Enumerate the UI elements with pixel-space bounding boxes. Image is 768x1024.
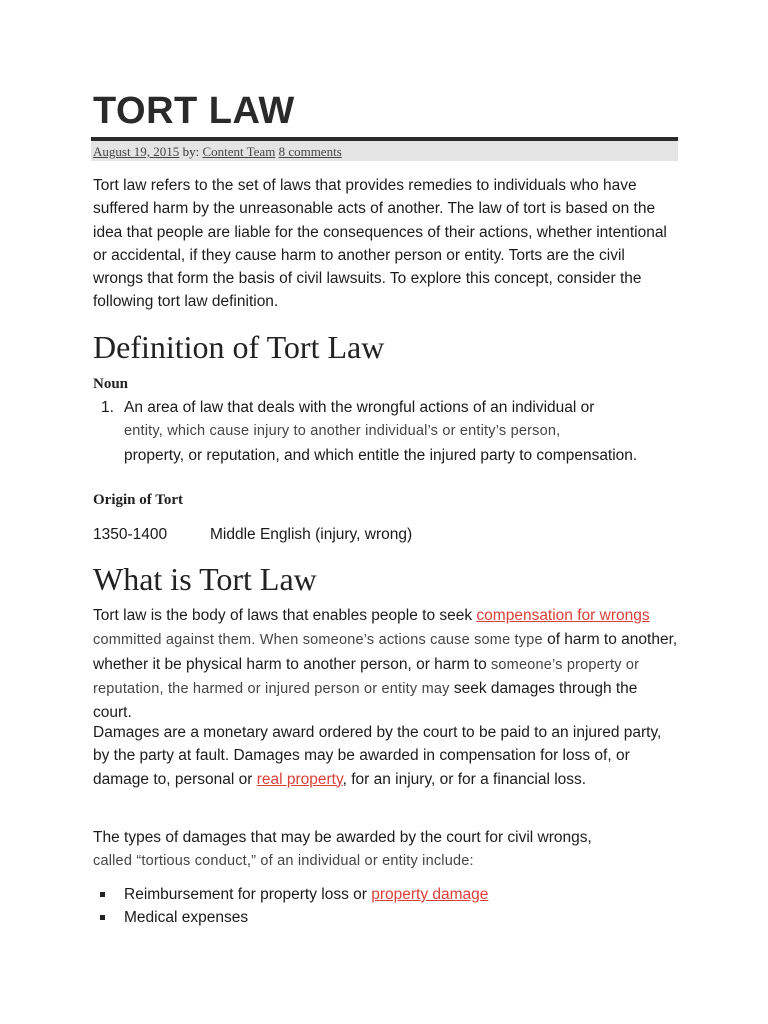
what-is-paragraph-1: Tort law is the body of laws that enables people to seek compensation for wrongs committed against them. When someone’s actions cause some type of harm to another, whether it be physical harm to another person, or harm to someone’s property or reputation, the harmed or injured person or entity may seek damages through the court. [93,607,678,722]
definition-text: An area of law that deals with the wrongful actions of an individual or entity, which cause injury to another individual’s or entity’s person, property, or reputation, and which entitle the injured party to compensation. [124,399,638,464]
by-label: by: [182,144,200,159]
article-meta [91,141,678,161]
post-date-link[interactable]: August 19, 2015 [93,144,180,159]
bullet-text: Medical expenses [124,909,249,926]
list-number: 1. [101,399,114,416]
author-link[interactable]: Content Team [202,144,276,159]
comments-link[interactable]: 8 comments [278,144,342,159]
property-damage-link[interactable]: property damage [371,886,489,903]
definition-list-item [93,396,678,488]
compensation-for-wrongs-link[interactable]: compensation for wrongs [476,607,650,624]
bullet-marker [100,915,105,920]
list-item: Reimbursement for property loss or property damage [93,884,678,906]
article-title: TORT LAW [93,90,295,132]
what-is-paragraph-2: Damages are a monetary award ordered by the court to be paid to an injured party, by the party at fault. Damages may be awarded in compensation for loss of, or damage to, personal or real property, for an injury, or for a financial loss. [93,724,662,788]
part-of-speech: Noun [93,376,129,392]
intro-paragraph: Tort law refers to the set of laws that provides remedies to individuals who have suffered harm by the unreasonable acts of another. The law of tort is based on the idea that people are liable for the consequences of their actions, whether intentional or accidental, if they cause harm to another person or entity. Torts are the civil wrongs that form the basis of civil lawsuits. To explore this concept, consider the following tort law definition. [93,177,667,311]
origin-years: 1350-1400 [93,526,168,543]
definition-heading: Definition of Tort Law [93,329,385,365]
list-item [93,907,678,929]
origin-text: Middle English (injury, wrong) [210,526,413,543]
origin-label: Origin of Tort [93,492,184,508]
real-property-link[interactable]: real property [256,770,343,788]
what-is-paragraph-3: The types of damages that may be awarded by the court for civil wrongs, called “tortious conduct,” of an individual or entity include: [93,829,592,870]
bullet-marker [100,892,105,897]
what-is-heading: What is Tort Law [93,561,317,597]
